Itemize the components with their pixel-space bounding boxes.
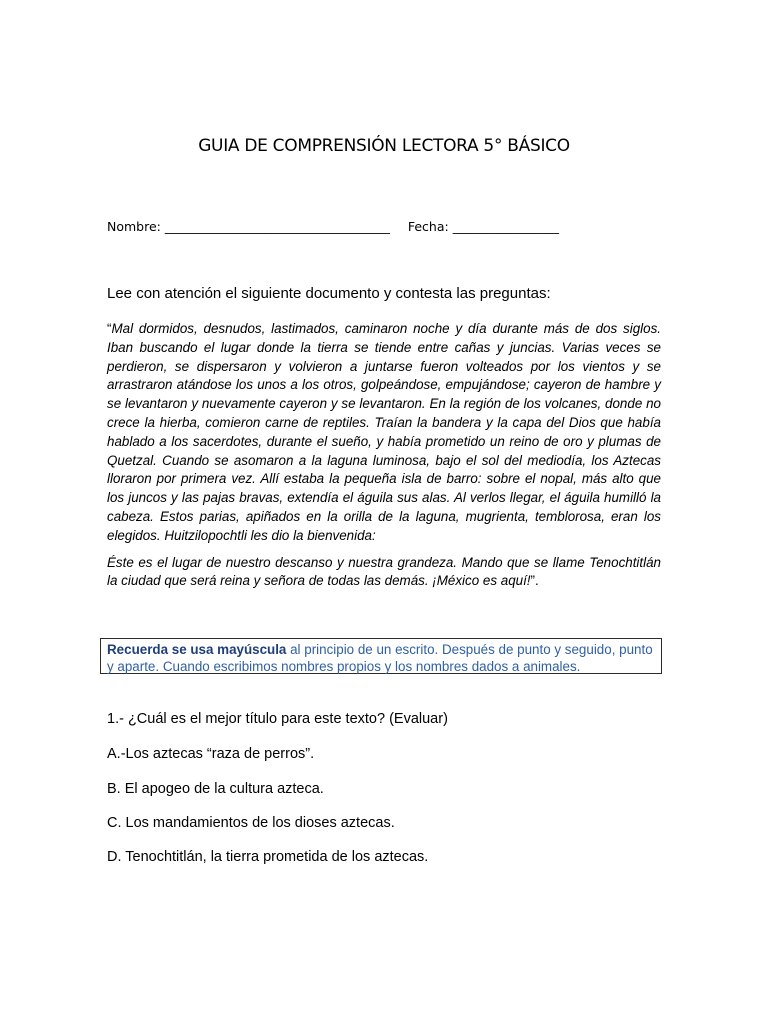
student-fields — [107, 219, 559, 234]
name-blank: ____________________________________ — [164, 219, 390, 234]
reading-paragraph-2 — [107, 554, 661, 592]
paragraph-2-text: Éste es el lugar de nuestro descanso y nuestra grandeza. Mando que se llame Tenochtitlán la ciudad que será reina y señora de todas las demás. ¡México es aquí! — [107, 554, 661, 589]
date-blank: _________________ — [452, 219, 559, 234]
open-quote: “ — [107, 321, 112, 336]
close-quote: ”. — [530, 573, 539, 589]
reading-paragraph-1 — [107, 320, 661, 546]
question-1: 1.- ¿Cuál es el mejor título para este texto? (Evaluar) — [107, 711, 448, 727]
option-d: D. Tenochtitlán, la tierra prometida de los aztecas. — [107, 849, 429, 865]
reading-passage — [107, 320, 661, 591]
note-bold-text: Recuerda se usa mayúscula — [107, 642, 287, 657]
option-c: C. Los mandamientos de los dioses aztecas. — [107, 815, 395, 831]
capitalization-note — [100, 638, 662, 674]
date-label: Fecha: — [407, 219, 449, 234]
note-text: al principio de un escrito. Después de punto y seguido, punto y aparte. Cuando escribimos nombres propios y los nombres dados a animales. — [107, 642, 653, 674]
option-a: A.-Los aztecas “raza de perros”. — [107, 746, 315, 762]
instruction-text: Lee con atención el siguiente documento y contesta las preguntas: — [107, 285, 551, 302]
document-title: GUIA DE COMPRENSIÓN LECTORA 5° BÁSICO — [198, 136, 570, 156]
option-b: B. El apogeo de la cultura azteca. — [107, 781, 324, 797]
paragraph-1-text: Mal dormidos, desnudos, lastimados, caminaron noche y día durante más de dos siglos. Iban buscando el lugar donde la tierra se tiende entre cañas y juncias. Varias veces se perdieron, se dispersaron y volvieron a juntarse fueron volteados por los vientos y se arrastraron atándose los unos a los otros, golpeándose, empujándose; cayeron de hambre y se levantaron y nuevamente cayeron y se levantaron. En la región de los volcanes, donde no crece la hierba, comieron carne de reptiles. Traían la bandera y la capa del Dios que había hablado a los sacerdotes, durante el sueño, y había prometido un reino de oro y plumas de Quetzal. Cuando se asomaron a la laguna luminosa, bajo el sol del mediodía, los Aztecas lloraron por primera vez. Allí estaba la pequeña isla de barro: sobre el nopal, más alto que los juncos y las pajas bravas, extendía el águila sus alas. Al verlos llegar, el águila humilló la cabeza. Estos parias, apiñados en la orilla de la laguna, mugrienta, temblorosa, eran los elegidos. Huitzilopochtli les dio la bienvenida: — [107, 321, 661, 543]
name-label: Nombre: — [107, 219, 161, 234]
